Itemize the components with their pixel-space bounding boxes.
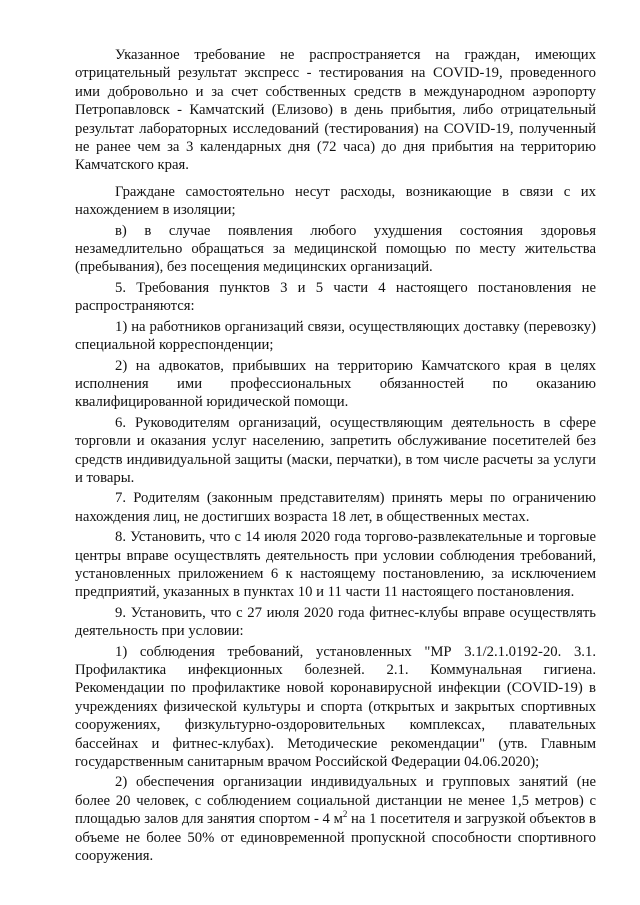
paragraph-testing-exemption: Указанное требование не распространяется на граждан, имеющих отрицательный результат экспресс - тестирования на COVID-19, проведенного ими добровольно и за счет собственных средств в международном аэропорту Петропавловск - Камчатский (Елизово) в день прибытия, либо отрицательный результат лабораторных исследований (тестирования) на COVID-19, полученный не ранее чем за 3 календарных дня (72 часа) до дня прибытия на территорию Камчатского края. (75, 47, 596, 174)
paragraph-item-9-2 (75, 773, 596, 865)
paragraph-item-8: 8. Установить, что с 14 июля 2020 года торгово-развлекательные и торговые центры вправе осуществлять деятельность при условии соблюдения требований, установленных приложением 6 к настоящему постановлению, за исключением предприятий, указанных в пунктах 10 и 11 части 11 настоящего постановления. (75, 529, 596, 601)
paragraph-medical-help: в) в случае появления любого ухудшения состояния здоровья незамедлительно обращаться за медицинской помощью по месту жительства (пребывания), без посещения медицинских организаций. (75, 222, 596, 276)
paragraph-item-5-1: 1) на работников организаций связи, осуществляющих доставку (перевозку) специальной корреспонденции; (75, 318, 596, 354)
paragraph-item-6: 6. Руководителям организаций, осуществляющим деятельность в сфере торговли и оказания услуг населению, запретить обслуживание посетителей без средств индивидуальной защиты (маски, перчатки), в том числе расчеты за услуги и товары. (75, 414, 596, 486)
paragraph-item-9-1: 1) соблюдения требований, установленных "МР 3.1/2.1.0192-20. 3.1. Профилактика инфекционных болезней. 2.1. Коммунальная гигиена. Рекомендации по профилактике новой коронавирусной инфекции (COVID-19) в учреждениях физической культуры и спорта (открытых и закрытых спортивных сооружениях, физкультурно-оздоровительных комплексах, плавательных бассейнах и фитнес-клубах). Методические рекомендации" (утв. Главным государственным санитарным врачом Российской Федерации 04.06.2020); (75, 643, 596, 771)
square-meter-superscript: 2 (342, 809, 348, 820)
paragraph-isolation-costs: Граждане самостоятельно несут расходы, возникающие в связи с их нахождением в изоляции; (75, 183, 596, 219)
paragraph-item-7: 7. Родителям (законным представителям) принять меры по ограничению нахождения лиц, не достигших возраста 18 лет, в общественных местах. (75, 490, 596, 525)
paragraph-item-5: 5. Требования пунктов 3 и 5 части 4 настоящего постановления не распространяются: (75, 279, 596, 315)
paragraph-item-9: 9. Установить, что с 27 июля 2020 года фитнес-клубы вправе осуществлять деятельность при условии: (75, 604, 596, 640)
paragraph-item-9-2-text-end: на 1 посетителя и загрузкой объектов в объеме не более 50% от единовременной пропускной способности спортивного сооружения. (75, 811, 596, 865)
paragraph-item-5-2: 2) на адвокатов, прибывших на территорию Камчатского края в целях исполнения ими профессиональных обязанностей по оказанию квалифицированной юридической помощи. (75, 357, 596, 411)
paragraph-item-9-2-text-start: 2) обеспечения организации индивидуальных и групповых занятий (не более 20 человек, с соблюдением социальной дистанции не менее 1,5 метров) с площадью залов для занятия спортом - 4 м (75, 774, 596, 828)
